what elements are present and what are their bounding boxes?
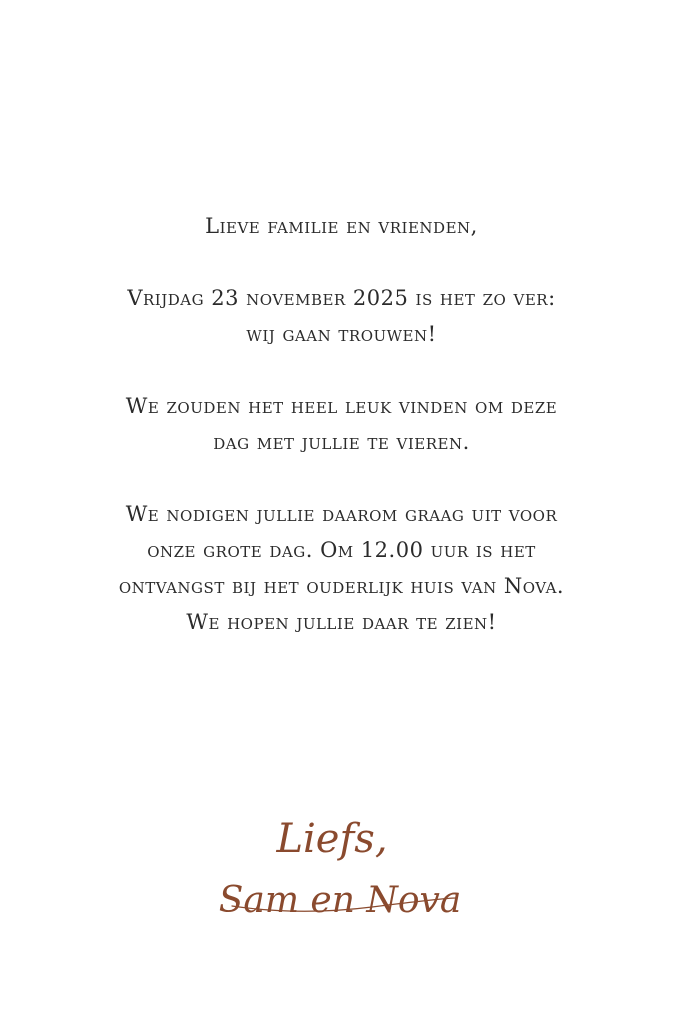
- paragraph1-line: Vrijdag 23 november 2025 is het zo ver:: [127, 286, 556, 310]
- invitation-message: [0, 208, 683, 640]
- paragraph2-line: We zouden het heel leuk vinden om deze: [125, 394, 558, 418]
- paragraph-gap: [0, 352, 683, 388]
- signature-closing: Liefs,: [276, 816, 388, 862]
- handwritten-signature: [0, 790, 683, 940]
- paragraph-gap: [0, 460, 683, 496]
- paragraph3-line: ontvangst bij het ouderlijk huis van Nova.: [118, 574, 565, 598]
- paragraph-gap: [0, 244, 683, 280]
- signature-drawing: [0, 790, 683, 940]
- paragraph2-line: dag met jullie te vieren.: [213, 430, 470, 454]
- paragraph3-line: We hopen jullie daar te zien!: [186, 610, 497, 634]
- paragraph3-line: onze grote dag. Om 12.00 uur is het: [147, 538, 536, 562]
- signature-names: Sam en Nova: [218, 880, 462, 921]
- paragraph1-line: wij gaan trouwen!: [246, 322, 437, 346]
- paragraph3-line: We nodigen jullie daarom graag uit voor: [125, 502, 558, 526]
- greeting: Lieve familie en vrienden,: [205, 214, 478, 238]
